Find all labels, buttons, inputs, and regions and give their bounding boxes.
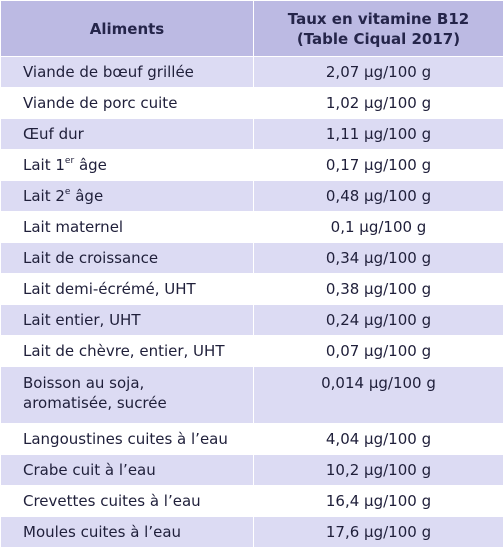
value-cell: 0,17 µg/100 g [254,150,503,181]
header-aliments: Aliments [1,1,254,57]
value-cell: 10,2 µg/100 g [254,455,503,486]
table-row [1,305,503,336]
food-text: âge [70,187,103,205]
table-row [1,150,503,181]
value-cell: 0,1 µg/100 g [254,212,503,243]
food-text: âge [74,156,107,174]
header-taux [254,1,503,57]
food-cell: Lait demi-écrémé, UHT [1,274,254,305]
food-cell: Lait de chèvre, entier, UHT [1,336,254,367]
value-cell: 17,6 µg/100 g [254,517,503,548]
table-row [1,57,503,88]
table-row [1,274,503,305]
table-row [1,367,503,424]
table-row [1,243,503,274]
table-header-row [1,1,503,57]
value-cell: 4,04 µg/100 g [254,424,503,455]
value-cell: 16,4 µg/100 g [254,486,503,517]
header-taux-line1: Taux en vitamine B12 [260,9,497,29]
value-cell: 0,014 µg/100 g [254,367,503,424]
food-cell: Lait maternel [1,212,254,243]
value-cell: 2,07 µg/100 g [254,57,503,88]
food-cell: Crabe cuit à l’eau [1,455,254,486]
food-cell: Crevettes cuites à l’eau [1,486,254,517]
value-cell: 0,24 µg/100 g [254,305,503,336]
ordinal-superscript: er [65,156,74,166]
food-cell: Langoustines cuites à l’eau [1,424,254,455]
value-cell: 1,02 µg/100 g [254,88,503,119]
table-row [1,212,503,243]
value-cell: 0,48 µg/100 g [254,181,503,212]
value-cell: 0,07 µg/100 g [254,336,503,367]
value-cell: 1,11 µg/100 g [254,119,503,150]
value-cell: 0,34 µg/100 g [254,243,503,274]
table-row [1,517,503,548]
food-cell [1,150,254,181]
table-row [1,119,503,150]
value-cell: 0,38 µg/100 g [254,274,503,305]
food-text-line2: aromatisée, sucrée [23,393,253,413]
table-row [1,88,503,119]
food-cell: Lait de croissance [1,243,254,274]
food-text-line1: Boisson au soja, [23,373,253,393]
food-text: Lait 1 [23,156,65,174]
food-cell: Œuf dur [1,119,254,150]
food-cell: Moules cuites à l’eau [1,517,254,548]
food-cell: Viande de bœuf grillée [1,57,254,88]
table-row [1,455,503,486]
header-taux-line2: (Table Ciqual 2017) [260,29,497,49]
food-cell [1,367,254,424]
table-row [1,336,503,367]
table-row [1,181,503,212]
food-text: Lait 2 [23,187,65,205]
ordinal-superscript: e [65,187,71,197]
food-cell: Lait entier, UHT [1,305,254,336]
table-row [1,486,503,517]
food-cell: Viande de porc cuite [1,88,254,119]
table-row [1,424,503,455]
food-cell [1,181,254,212]
